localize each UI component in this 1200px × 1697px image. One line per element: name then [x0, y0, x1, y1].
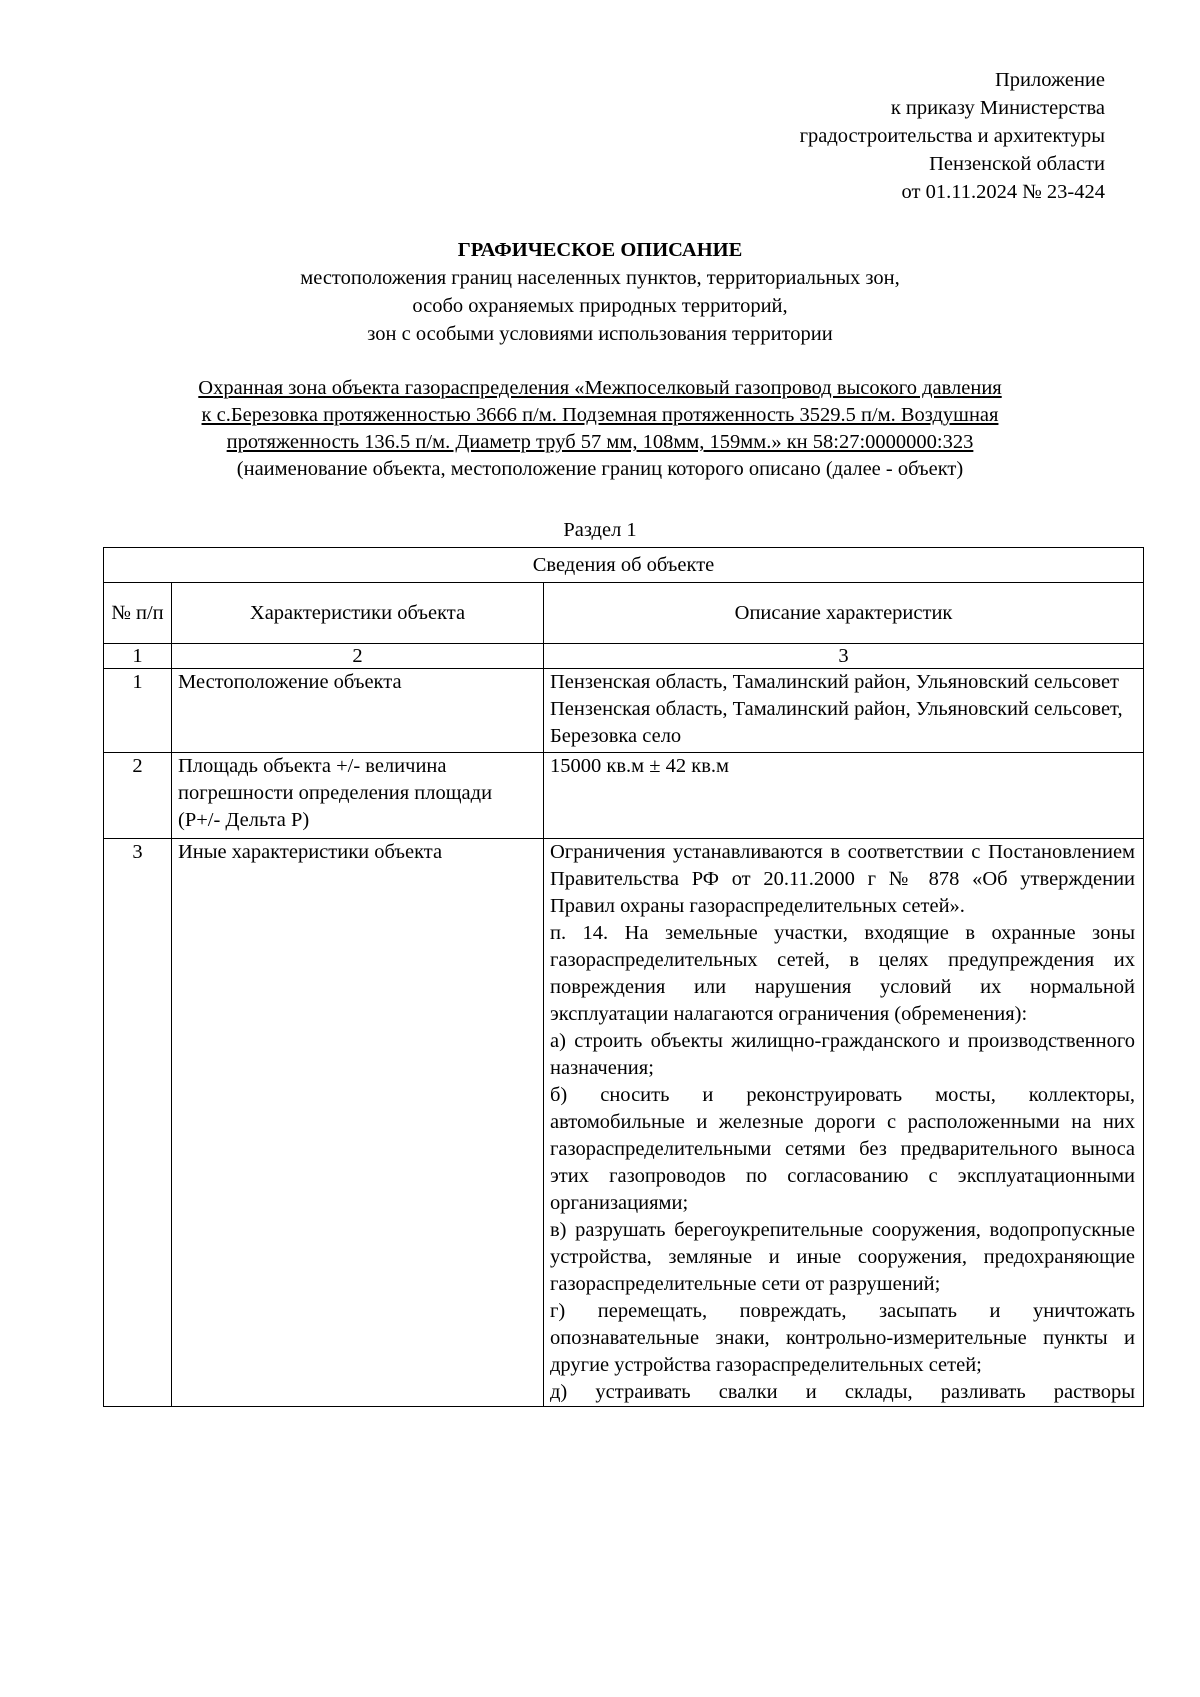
appendix-line: от 01.11.2024 № 23-424: [901, 181, 1105, 203]
row-characteristic: Площадь объекта +/- величина погрешности определения площади (P+/- Дельта P): [172, 753, 544, 839]
column-number: 2: [172, 644, 544, 669]
appendix-line: градостроительства и архитектуры: [799, 125, 1105, 147]
column-number: 1: [104, 644, 172, 669]
table-row: [104, 839, 1144, 1407]
column-number: 3: [544, 644, 1144, 669]
description-paragraph: Ограничения устанавливаются в соответствии с Постановлением Правительства РФ от 20.11.2000 г № 878 «Об утверждении Правил охраны газораспределительных сетей».: [550, 841, 1136, 917]
description-paragraph: в) разрушать берегоукрепительные сооружения, водопропускные устройства, земляные и иные сооружения, предохраняющие газораспределительные сети от разрушений;: [550, 1219, 1136, 1295]
title-subline: особо охраняемых природных территорий,: [412, 295, 788, 317]
appendix-line: Приложение: [994, 69, 1105, 91]
column-number-row: [104, 644, 1144, 669]
description-paragraph: 15000 кв.м ± 42 кв.м: [550, 755, 729, 777]
object-name-line: к с.Березовка протяженностью 3666 п/м. Подземная протяженность 3529.5 п/м. Воздушная: [201, 404, 999, 426]
description-paragraph: б) сносить и реконструировать мосты, коллекторы, автомобильные и железные дороги с расположенными на них газораспределительными сетями без предварительного выноса этих газопроводов по согласованию с эксплуатационными организациями;: [550, 1084, 1136, 1214]
title-subline: зон с особыми условиями использования территории: [367, 323, 833, 345]
document-title: ГРАФИЧЕСКОЕ ОПИСАНИЕ: [457, 239, 743, 261]
row-characteristic: Местоположение объекта: [172, 669, 544, 753]
row-number: 2: [104, 753, 172, 839]
object-name-caption: (наименование объекта, местоположение границ которого описано (далее - объект): [236, 458, 964, 480]
object-name-line: протяженность 136.5 п/м. Диаметр труб 57 мм, 108мм, 159мм.» кн 58:27:0000000:323: [226, 431, 974, 453]
row-description: [544, 753, 1144, 839]
row-number: 3: [104, 839, 172, 1407]
appendix-line: к приказу Министерства: [890, 97, 1105, 119]
object-info-table: [103, 547, 1144, 1407]
description-paragraph: Пензенская область, Тамалинский район, Ульяновский сельсовет, Березовка село: [550, 698, 1123, 747]
column-header-number: № п/п: [104, 583, 172, 644]
description-paragraph: Пензенская область, Тамалинский район, Ульяновский сельсовет: [550, 671, 1120, 693]
description-paragraph: д) устраивать свалки и склады, разливать растворы: [550, 1381, 1136, 1403]
description-paragraph: г) перемещать, повреждать, засыпать и уничтожать опознавательные знаки, контрольно-измерительные пункты и другие устройства газораспределительных сетей;: [550, 1300, 1136, 1376]
row-description: [544, 839, 1144, 1407]
table-row: [104, 753, 1144, 839]
row-number: 1: [104, 669, 172, 753]
row-characteristic: Иные характеристики объекта: [172, 839, 544, 1407]
description-paragraph: а) строить объекты жилищно-гражданского и производственного назначения;: [550, 1030, 1136, 1079]
table-header-row: [104, 583, 1144, 644]
table-row: [104, 669, 1144, 753]
appendix-header: [800, 66, 1105, 206]
appendix-line: Пензенской области: [929, 153, 1105, 175]
description-paragraph: п. 14. На земельные участки, входящие в охранные зоны газораспределительных сетей, в целях предупреждения их повреждения или нарушения условий их нормальной эксплуатации налагаются ограничения (обременения):: [550, 922, 1136, 1025]
document-title-block: [0, 236, 1200, 348]
row-description: [544, 669, 1144, 753]
column-header-description: Описание характеристик: [544, 583, 1144, 644]
title-subline: местоположения границ населенных пунктов, территориальных зон,: [300, 267, 900, 289]
section-label: Раздел 1: [563, 519, 637, 541]
object-name-line: Охранная зона объекта газораспределения «Межпоселковый газопровод высокого давления: [198, 377, 1002, 399]
table-caption: Сведения об объекте: [104, 548, 1144, 583]
object-name-block: [0, 375, 1200, 483]
column-header-characteristic: Характеристики объекта: [172, 583, 544, 644]
